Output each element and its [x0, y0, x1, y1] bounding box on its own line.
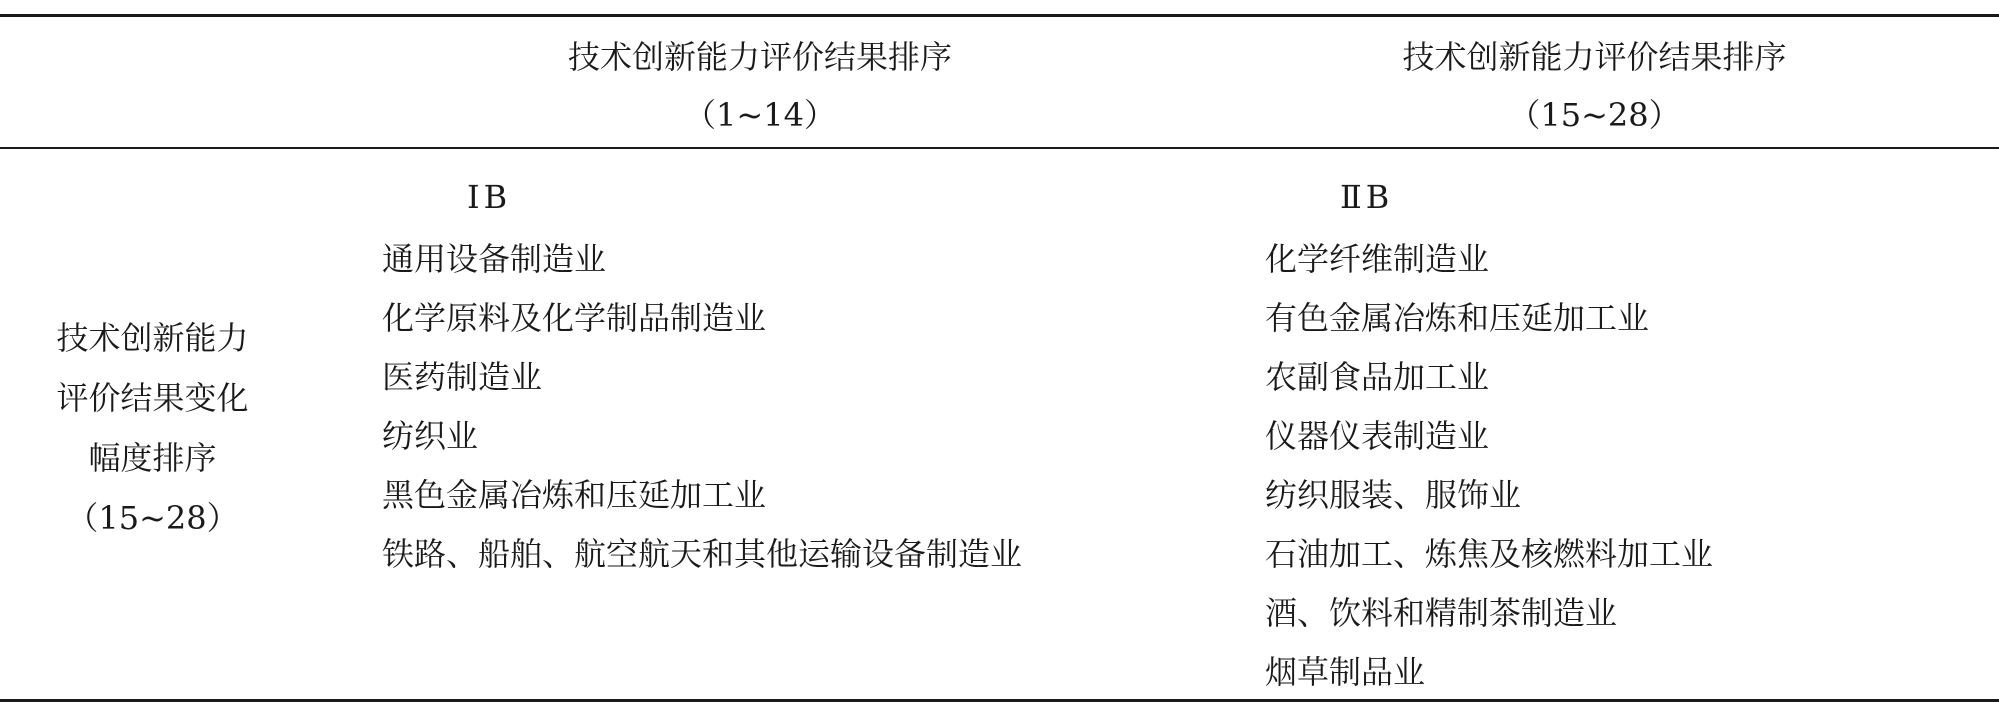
- group-IB-cell: [382, 164, 1022, 584]
- list-item: 通用设备制造业: [382, 240, 607, 278]
- list-item: 烟草制品业: [1265, 653, 1426, 691]
- header-range: （1~14）: [684, 96, 836, 134]
- header-title: 技术创新能力评价结果排序: [567, 38, 952, 76]
- header-title: 技术创新能力评价结果排序: [1402, 38, 1787, 76]
- header-range: （15~28）: [1508, 96, 1681, 134]
- row-label-line: 技术创新能力: [56, 319, 249, 357]
- list-item: 黑色金属冶炼和压延加工业: [382, 476, 767, 514]
- list-item: 农副食品加工业: [1265, 358, 1490, 396]
- list-item: 纺织服装、服饰业: [1265, 476, 1522, 514]
- list-item: 仪器仪表制造业: [1265, 417, 1490, 455]
- row-label-line: （15~28）: [66, 499, 239, 537]
- classification-table: [0, 14, 1999, 704]
- row-header-change-rank: [0, 308, 305, 548]
- list-item: 酒、饮料和精制茶制造业: [1265, 594, 1618, 632]
- list-item: 有色金属冶炼和压延加工业: [1265, 299, 1650, 337]
- list-item: 化学原料及化学制品制造业: [382, 299, 767, 337]
- row-label-line: 幅度排序: [88, 439, 217, 477]
- list-item: 医药制造业: [382, 358, 543, 396]
- table-top-rule: [0, 14, 1999, 17]
- row-label-line: 评价结果变化: [56, 379, 249, 417]
- list-item: 铁路、船舶、航空航天和其他运输设备制造业: [382, 535, 1023, 573]
- group-IIB-cell: [1265, 164, 1713, 702]
- list-item: 石油加工、炼焦及核燃料加工业: [1265, 535, 1714, 573]
- list-item: 化学纤维制造业: [1265, 240, 1490, 278]
- table-header-rule: [0, 147, 1999, 149]
- header-cell-rank-1-14: [330, 28, 1190, 140]
- header-cell-rank-15-28: [1190, 28, 1999, 140]
- list-item: 纺织业: [382, 417, 479, 455]
- group-label: ⅡB: [1340, 178, 1394, 216]
- group-label: ⅠB: [467, 178, 512, 216]
